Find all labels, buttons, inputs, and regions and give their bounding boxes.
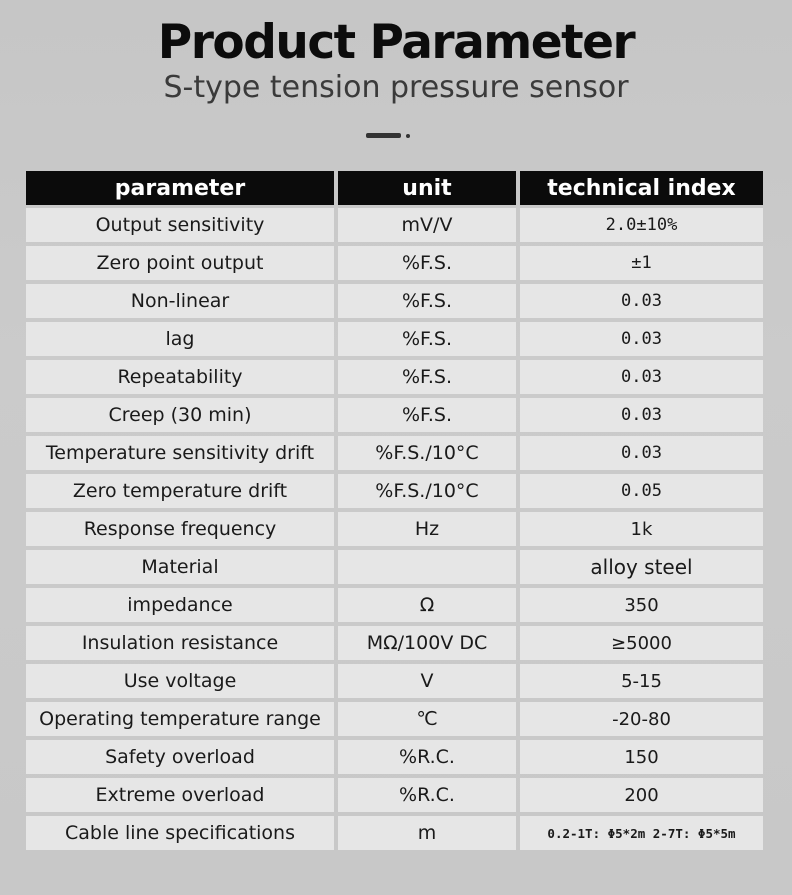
cell-index: 1k	[520, 512, 763, 546]
cell-unit: MΩ/100V DC	[338, 626, 516, 660]
cell-index: 0.03	[520, 360, 763, 394]
cell-parameter: Use voltage	[26, 664, 334, 698]
table-row	[26, 436, 763, 470]
cell-index: 2.0±10%	[520, 208, 763, 242]
cell-unit: mV/V	[338, 208, 516, 242]
table-row	[26, 284, 763, 318]
cell-index: ±1	[520, 246, 763, 280]
divider-dot	[406, 134, 410, 138]
cell-index: alloy steel	[520, 550, 763, 584]
cell-unit: V	[338, 664, 516, 698]
table-row	[26, 550, 763, 584]
cell-parameter: Zero point output	[26, 246, 334, 280]
table-row	[26, 246, 763, 280]
table-row	[26, 512, 763, 546]
cell-index: 0.2-1T: Φ5*2m 2-7T: Φ5*5m	[520, 816, 763, 850]
cell-parameter: Zero temperature drift	[26, 474, 334, 508]
cell-index: 0.03	[520, 436, 763, 470]
cell-index: 0.03	[520, 322, 763, 356]
cell-parameter: Material	[26, 550, 334, 584]
page-subtitle: S-type tension pressure sensor	[163, 70, 629, 105]
column-header-parameter: parameter	[26, 171, 334, 205]
column-header-unit: unit	[338, 171, 516, 205]
cell-index: 0.03	[520, 398, 763, 432]
table-row	[26, 208, 763, 242]
cell-parameter: Response frequency	[26, 512, 334, 546]
cell-index: 350	[520, 588, 763, 622]
cell-parameter: Operating temperature range	[26, 702, 334, 736]
cell-parameter: Repeatability	[26, 360, 334, 394]
cell-parameter: Extreme overload	[26, 778, 334, 812]
table-row	[26, 702, 763, 736]
cell-parameter: Non-linear	[26, 284, 334, 318]
cell-parameter: Output sensitivity	[26, 208, 334, 242]
cell-parameter: Temperature sensitivity drift	[26, 436, 334, 470]
cell-parameter: Cable line specifications	[26, 816, 334, 850]
table-row	[26, 398, 763, 432]
cell-unit: %F.S./10°C	[338, 436, 516, 470]
table-row	[26, 474, 763, 508]
cell-parameter: Safety overload	[26, 740, 334, 774]
cell-unit: Ω	[338, 588, 516, 622]
cell-unit: Hz	[338, 512, 516, 546]
cell-unit: m	[338, 816, 516, 850]
table-row	[26, 626, 763, 660]
cell-index: 200	[520, 778, 763, 812]
table-row	[26, 664, 763, 698]
cell-unit: %R.C.	[338, 740, 516, 774]
table-row	[26, 740, 763, 774]
cell-parameter: lag	[26, 322, 334, 356]
cell-index: 0.03	[520, 284, 763, 318]
table-header	[26, 171, 763, 205]
table-row	[26, 322, 763, 356]
cell-parameter: Insulation resistance	[26, 626, 334, 660]
cell-parameter: impedance	[26, 588, 334, 622]
cell-unit: %F.S.	[338, 322, 516, 356]
cell-index: 5-15	[520, 664, 763, 698]
cell-index: 0.05	[520, 474, 763, 508]
table-row	[26, 588, 763, 622]
cell-parameter: Creep (30 min)	[26, 398, 334, 432]
divider-bar	[366, 133, 401, 138]
cell-index: 150	[520, 740, 763, 774]
column-header-technical-index: technical index	[520, 171, 763, 205]
cell-unit: %F.S./10°C	[338, 474, 516, 508]
cell-unit: %F.S.	[338, 360, 516, 394]
cell-unit: %R.C.	[338, 778, 516, 812]
parameter-table	[26, 171, 763, 854]
page-title: Product Parameter	[157, 15, 635, 70]
cell-unit: %F.S.	[338, 246, 516, 280]
table-row	[26, 816, 763, 850]
cell-unit: %F.S.	[338, 284, 516, 318]
cell-index: -20-80	[520, 702, 763, 736]
cell-unit: ℃	[338, 702, 516, 736]
table-row	[26, 360, 763, 394]
table-row	[26, 778, 763, 812]
cell-unit: %F.S.	[338, 398, 516, 432]
cell-unit	[338, 550, 516, 584]
cell-index: ≥5000	[520, 626, 763, 660]
